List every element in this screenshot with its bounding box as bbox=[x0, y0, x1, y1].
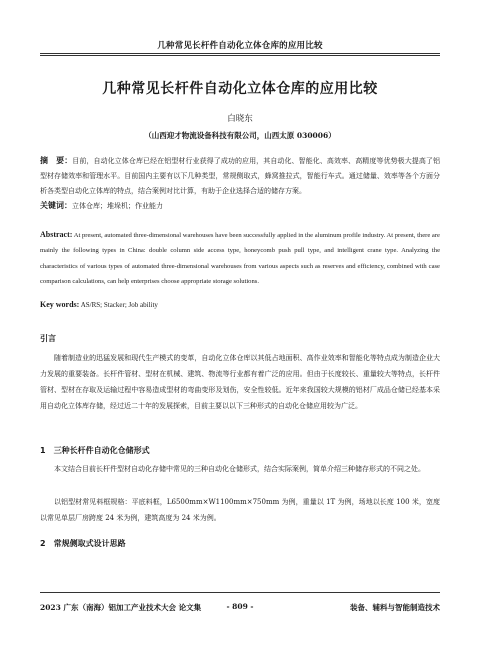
running-header: 几种常见长杆件自动化立体仓库的应用比较 bbox=[157, 41, 323, 51]
author-name: 白晓东 bbox=[227, 114, 253, 124]
abstract-en-text: At present, automated three-dimensional warehouses have been successfully applied in the aluminum profile industry. At present, there are mainly the following types in China: double column side access type, honeycomb push pull type, and intelligent crane type. Analyzing the characteristics of various types of automated three-dimensional warehouses from various aspects such as reserves and efficiency, combined with case comparison calculations, can help enterprises choose appropriate storage solutions. bbox=[40, 232, 440, 285]
footer-proceedings: 2023 广东（南海）铝加工产业技术大会 论文集 bbox=[40, 603, 202, 612]
keywords-en-text: AS/RS; Stacker; Job ability bbox=[80, 301, 158, 309]
abstract-cn-text: 目前，自动化立体仓库已经在铝型材行业获得了成功的应用，其自动化、智能化、高效率、高精度等优势极大提高了铝型材存储效率和管理水平。目前国内主要有以下几种类型，常规侧取式，蜂窝推拉式，智能行车式。通过储量、效率等各个方面分析各类型自动化立体库的特点，结合案例对比计算，有助于企业选择合适的储存方案。 bbox=[40, 157, 441, 195]
footer-rule bbox=[40, 592, 440, 593]
section-1-title: 1 三种长杆件自动化仓储形式 bbox=[40, 446, 150, 455]
section-1-paragraph-2: 以铝型材常见料框规格：平底料框，L6500mm×W1100mm×750mm 为例，重量以 1T 为例，场地以长度 100 米，宽度以常见单层厂房跨度 24 米为例，建筑高度为 24 米为例。 bbox=[40, 498, 440, 522]
abstract-english bbox=[40, 227, 440, 289]
keywords-cn-label: 关键词： bbox=[40, 201, 72, 210]
keywords-cn-text: 立体仓库；堆垛机；作业能力 bbox=[72, 202, 163, 210]
header-rule-double bbox=[40, 55, 440, 56]
author-affiliation: （山西迎才物流设备科技有限公司，山西太原 030006） bbox=[144, 131, 336, 140]
abstract-en-label: Abstract: bbox=[40, 230, 73, 239]
abstract-cn-label: 摘 要： bbox=[40, 156, 73, 165]
paper-title: 几种常见长杆件自动化立体仓库的应用比较 bbox=[102, 81, 378, 97]
section-intro-title: 引言 bbox=[40, 334, 56, 343]
intro-paragraph: 随着制造业的迅猛发展和现代生产模式的变革，自动化立体仓库以其低占地面积、高作业效率和智能化等特点成为制造企业大力发展的重要装备。长杆件管材、型材在机械、建筑、物流等行业都有着广泛的应用。但由于长度较长、重量较大等特点，长杆件管材、型材在存取及运输过程中容易造成型材的弯曲变形及划伤，安全性较低。近年来我国较大规模的铝材厂成品仓储已经基本采用自动化立体库存储，经过近二十年的发展探索，目前主要以以下三种形式的自动化仓储应用较为广泛。 bbox=[40, 354, 440, 410]
section-2-title: 2 常规侧取式设计思路 bbox=[40, 539, 126, 548]
header-rule bbox=[40, 53, 440, 54]
page-number: - 809 - bbox=[226, 602, 254, 611]
section-1-paragraph-1: 本文结合目前长杆件型材自动化存储中常见的三种自动化仓储形式，结合实际案例，简单介绍三种储存形式的不同之处。 bbox=[54, 465, 425, 473]
keywords-english bbox=[40, 298, 440, 312]
keywords-en-label: Key words: bbox=[40, 300, 80, 309]
footer-section: 装备、辅料与智能制造技术 bbox=[350, 603, 440, 612]
abstract-chinese bbox=[40, 153, 440, 199]
keywords-chinese bbox=[40, 199, 440, 213]
